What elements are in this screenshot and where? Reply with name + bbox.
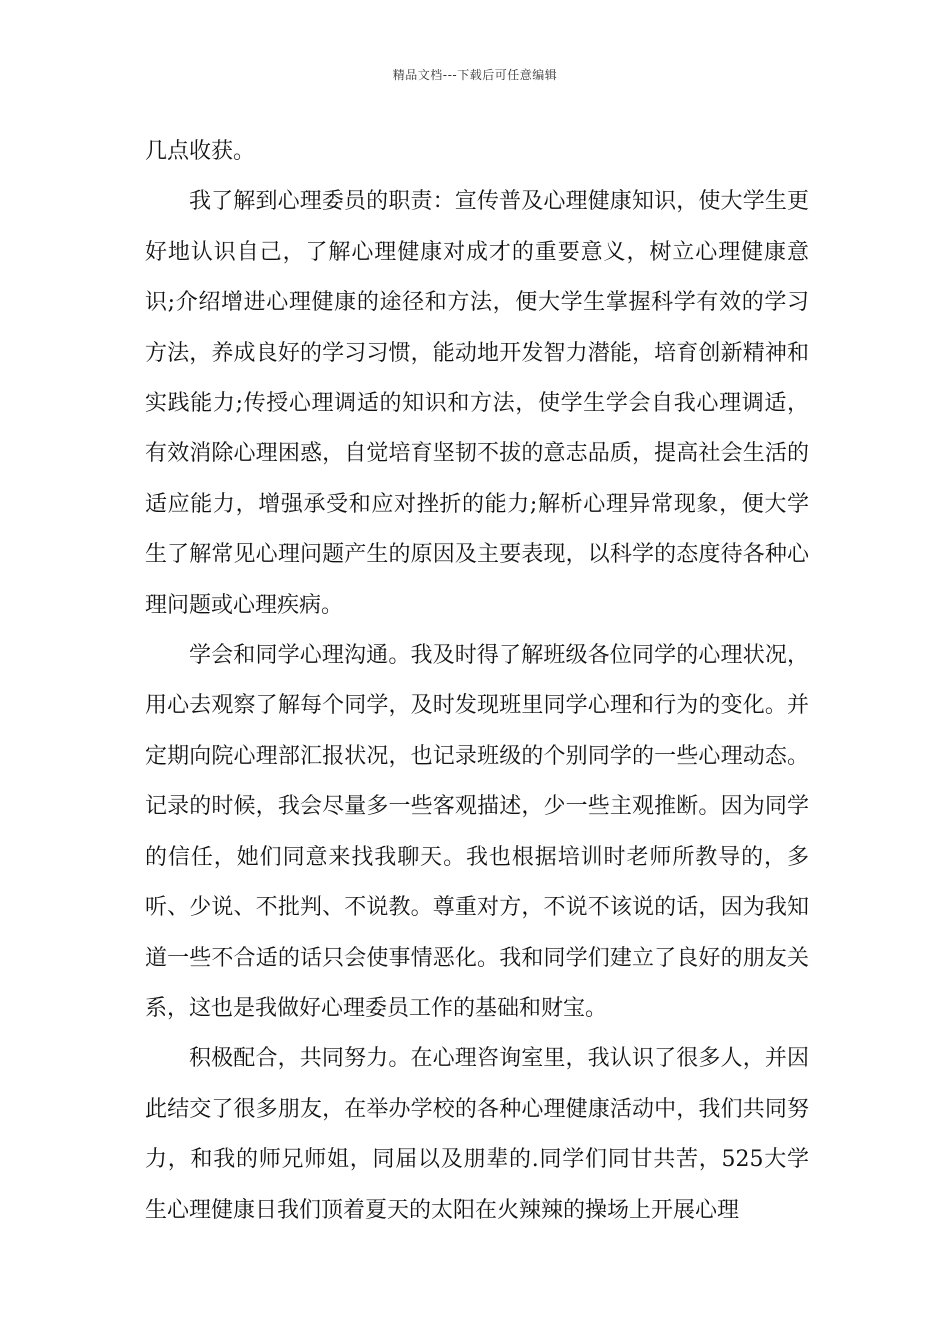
document-body — [145, 127, 809, 1236]
paragraph-duties: 我了解到心理委员的职责：宣传普及心理健康知识，使大学生更好地认识自己，了解心理健康对成才的重要意义，树立心理健康意识;介绍增进心理健康的途径和方法，便大学生掌握科学有效的学习方法，养成良好的学习习惯，能动地开发智力潜能，培育创新精神和实践能力;传授心理调适的知识和方法，使学生学会自我心理调适，有效消除心理困惑，自觉培育坚韧不拔的意志品质，提高社会生活的适应能力，增强承受和应对挫折的能力;解析心理异常现象，便大学生了解常见心理问题产生的原因及主要表现，以科学的态度待各种心理问题或心理疾病。 — [145, 189, 809, 618]
page-header: 精品文档---下载后可任意编辑 — [392, 68, 558, 82]
paragraph-communication: 学会和同学心理沟通。我及时得了解班级各位同学的心理状况，用心去观察了解每个同学，及时发现班里同学心理和行为的变化。并定期向院心理部汇报状况，也记录班级的个别同学的一些心理动态。记录的时候，我会尽量多一些客观描述，少一些主观推断。因为同学的信任，她们同意来找我聊天。我也根据培训时老师所教导的，多听、少说、不批判、不说教。尊重对方，不说不该说的话，因为我知道一些不合适的话只会使事情恶化。我和同学们建立了良好的朋友关系，这也是我做好心理委员工作的基础和财宝。 — [145, 643, 809, 1021]
paragraph-continuation: 几点收获。 — [145, 139, 256, 164]
paragraph-cooperation: 积极配合，共同努力。在心理咨询室里，我认识了很多人，并因此结交了很多朋友，在举办学校的各种心理健康活动中，我们共同努力，和我的师兄师姐，同届以及朋辈的.同学们同甘共苦，525大学生心理健康日我们顶着夏天的太阳在火辣辣的操场上开展心理 — [145, 1046, 809, 1223]
